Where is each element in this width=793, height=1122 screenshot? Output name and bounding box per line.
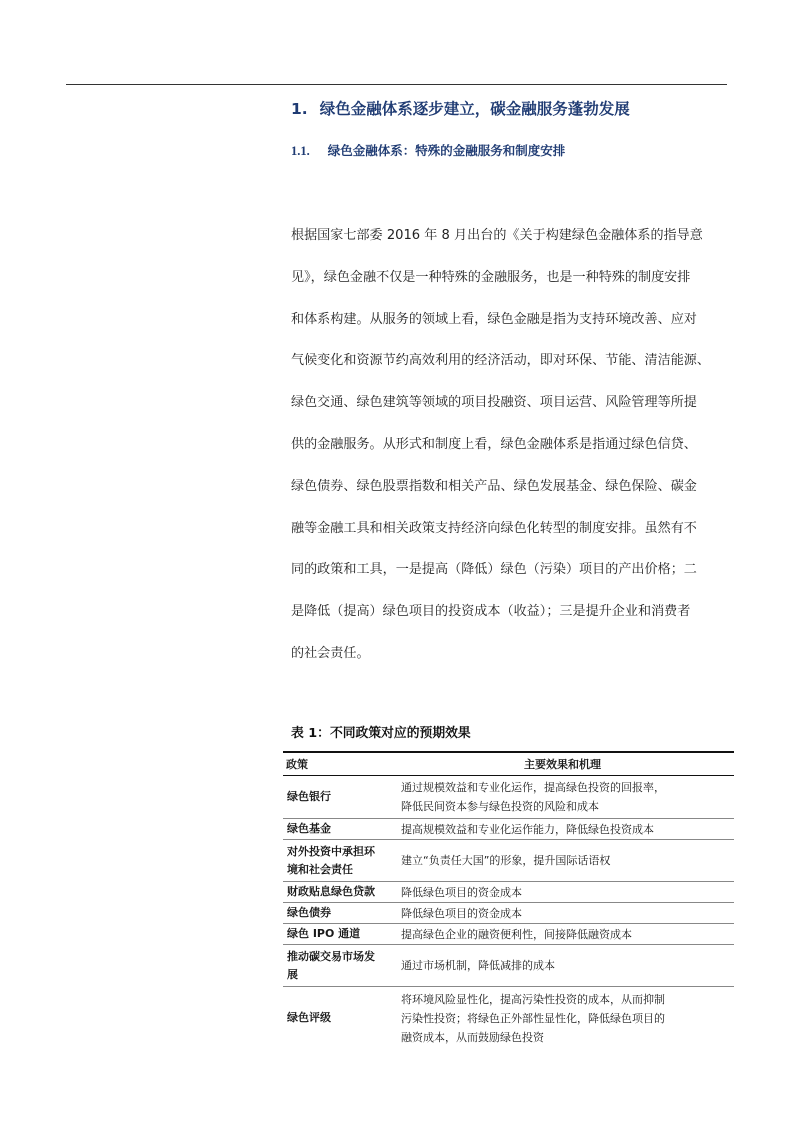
- policy-cell: 绿色 IPO 通道: [287, 927, 361, 940]
- table-row: [283, 924, 734, 945]
- section-number: 1.: [291, 100, 308, 118]
- section-title: 绿色金融体系逐步建立，碳金融服务蓬勃发展: [319, 100, 630, 118]
- body-line: 绿色交通、绿色建筑等领域的项目投融资、项目运营、风险管理等所提: [291, 395, 697, 411]
- effect-cell: 将环境风险显性化，提高污染性投资的成本，从而抑制 污染性投资；将绿色正外部性显性化，降低绿色项目的 融资成本，从而鼓励绿色投资: [401, 992, 665, 1044]
- table-row: [283, 819, 734, 840]
- policy-effects-table: [283, 751, 734, 1050]
- policy-cell: 绿色债券: [287, 906, 331, 919]
- subsection-heading: [291, 141, 731, 159]
- body-line: 融等金融工具和相关政策支持经济向绿色化转型的制度安排。虽然有不: [291, 520, 697, 536]
- table-row: [283, 882, 734, 903]
- effect-cell: 降低绿色项目的资金成本: [401, 885, 522, 899]
- body-line: 和体系构建。从服务的领域上看，绿色金融是指为支持环境改善、应对: [291, 311, 697, 327]
- subsection-number: 1.1.: [291, 144, 310, 158]
- body-line: 同的政策和工具，一是提高（降低）绿色（污染）项目的产出价格；二: [291, 562, 697, 578]
- policy-cell: 财政贴息绿色贷款: [287, 885, 375, 898]
- body-line: 气候变化和资源节约高效利用的经济活动，即对环保、节能、清洁能源、: [291, 353, 710, 369]
- policy-cell: 对外投资中承担环 境和社会责任: [287, 844, 375, 876]
- table-row: [283, 840, 734, 882]
- policy-cell: 绿色银行: [287, 790, 331, 803]
- table-row: [283, 903, 734, 924]
- body-line: 见》，绿色金融不仅是一种特殊的金融服务，也是一种特殊的制度安排: [291, 269, 691, 285]
- table-row: [283, 987, 734, 1050]
- policy-cell: 绿色评级: [287, 1011, 331, 1025]
- section-heading: [291, 97, 731, 119]
- effect-cell: 降低绿色项目的资金成本: [401, 906, 522, 920]
- table-row: [283, 945, 734, 987]
- body-line: 是降低（提高）绿色项目的投资成本（收益）；三是提升企业和消费者: [291, 604, 691, 620]
- body-paragraph: [291, 215, 727, 675]
- policy-cell: 推动碳交易市场发 展: [287, 949, 375, 981]
- effect-cell: 通过规模效益和专业化运作，提高绿色投资的回报率， 降低民间资本参与绿色投资的风险和成本: [401, 781, 665, 813]
- table-caption: 表 1：不同政策对应的预期效果: [291, 726, 471, 741]
- effect-cell: 建立“负责任大国”的形象，提升国际话语权: [401, 854, 611, 867]
- table-row: [283, 776, 734, 819]
- policy-cell: 绿色基金: [287, 822, 331, 835]
- body-line: 绿色债券、绿色股票指数和相关产品、绿色发展基金、绿色保险、碳金: [291, 478, 697, 494]
- body-line: 根据国家七部委 2016 年 8 月出台的《关于构建绿色金融体系的指导意: [291, 228, 703, 243]
- effect-cell: 提高绿色企业的融资便利性，间接降低融资成本: [401, 927, 632, 941]
- body-line: 的社会责任。: [291, 645, 370, 661]
- effect-cell: 通过市场机制，降低减排的成本: [401, 959, 555, 972]
- effect-cell: 提高规模效益和专业化运作能力，降低绿色投资成本: [401, 822, 654, 836]
- table-header-row: [283, 752, 734, 776]
- body-line: 供的金融服务。从形式和制度上看，绿色金融体系是指通过绿色信贷、: [291, 436, 697, 452]
- header-rule: [66, 84, 727, 85]
- header-policy: 政策: [286, 758, 308, 771]
- subsection-title: 绿色金融体系：特殊的金融服务和制度安排: [327, 143, 566, 158]
- header-effect: 主要效果和机理: [524, 758, 601, 771]
